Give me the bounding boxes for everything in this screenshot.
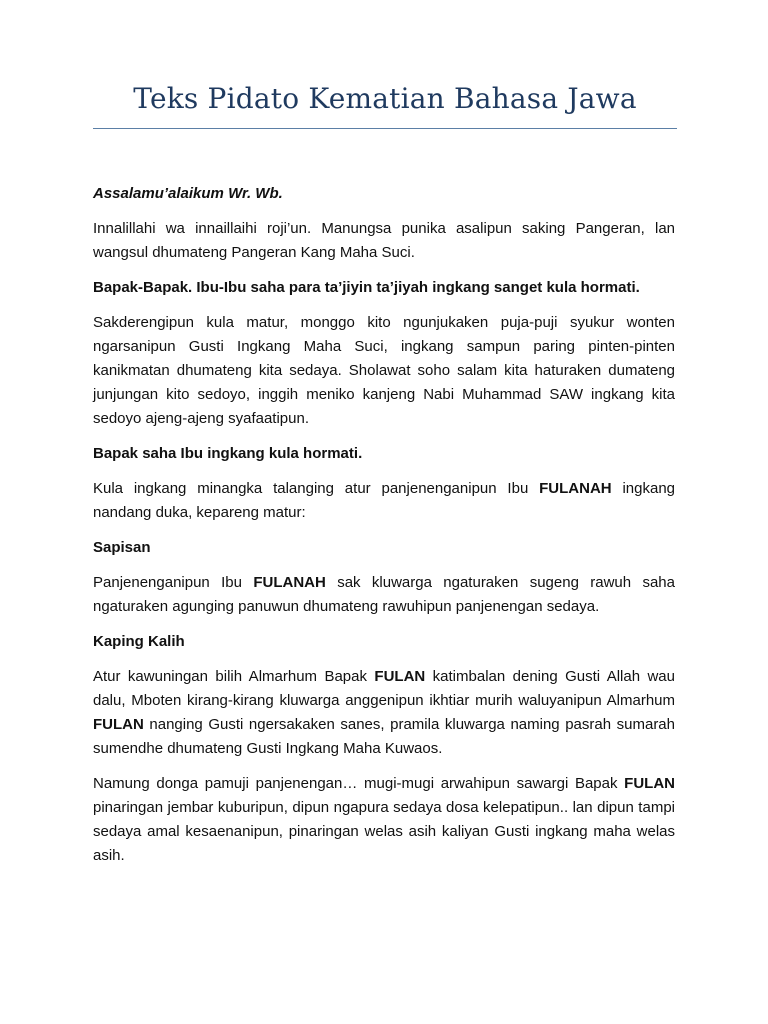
paragraph-opening: Innalillahi wa innaillaihi roji’un. Manungsa punika asalipun saking Pangeran, lan wangsul dhumateng Pangeran Kang Maha Suci. <box>93 220 675 261</box>
name-placeholder: FULAN <box>93 716 144 733</box>
document-title: Teks Pidato Kematian Bahasa Jawa <box>133 82 637 115</box>
salutation-respect: Bapak saha Ibu ingkang kula hormati. <box>93 445 363 462</box>
text-run: ingkang nandang duka, kepareng matur: <box>93 480 675 521</box>
name-placeholder: FULANAH <box>539 480 612 497</box>
paragraph-announcement <box>93 665 675 761</box>
name-placeholder: FULAN <box>624 775 675 792</box>
text-run: Panjenenganipun Ibu <box>93 574 254 591</box>
section-heading-second: Kaping Kalih <box>93 633 185 650</box>
text-run: Kula ingkang minangka talanging atur panjenenganipun Ibu <box>93 480 540 497</box>
section-heading-first: Sapisan <box>93 539 151 556</box>
paragraph-representative <box>93 477 675 525</box>
text-run: Namung donga pamuji panjenengan… mugi-mugi arwahipun sawargi Bapak <box>93 775 625 792</box>
text-run: nanging Gusti ngersakaken sanes, pramila kluwarga naming pasrah sumarah sumendhe dhumateng Gusti Ingkang Maha Kuwaos. <box>93 716 675 757</box>
paragraph-praise: Sakderengipun kula matur, monggo kito ngunjukaken puja-puji syukur wonten ngarsanipun Gusti Ingkang Maha Suci, ingkang sampun paring pinten-pinten kanikmatan dhumateng kita sedaya. Sholawat soho salam kita haturaken dumateng junjungan kito sedoyo, inggih meniko kanjeng Nabi Muhammad SAW ingkang kita sedoyo ajeng-ajeng syafaatipun. <box>93 314 675 427</box>
paragraph-prayer <box>93 772 675 868</box>
paragraph-welcome <box>93 571 675 619</box>
salutation-audience: Bapak-Bapak. Ibu-Ibu saha para ta’jiyin ta’jiyah ingkang sanget kula hormati. <box>93 279 640 296</box>
name-placeholder: FULANAH <box>253 574 326 591</box>
document-body <box>93 182 675 879</box>
name-placeholder: FULAN <box>374 668 426 685</box>
text-run: sak kluwarga ngaturaken sugeng rawuh saha ngaturaken agunging panuwun dhumateng rawuhipun panjenengan sedaya. <box>93 574 675 615</box>
greeting: Assalamu’alaikum Wr. Wb. <box>93 185 283 202</box>
title-underline <box>93 128 677 129</box>
text-run: katimbalan dening Gusti Allah wau dalu, Mboten kirang-kirang kluwarga anggenipun ikhtiar murih waluyanipun Almarhum <box>93 668 675 709</box>
text-run: Atur kawuningan bilih Almarhum Bapak <box>93 668 375 685</box>
text-run: pinaringan jembar kuburipun, dipun ngapura sedaya dosa kelepatipun.. lan dipun tampi sedaya amal kesaenanipun, pinaringan welas asih kaliyan Gusti ingkang maha welas asih. <box>93 799 675 864</box>
